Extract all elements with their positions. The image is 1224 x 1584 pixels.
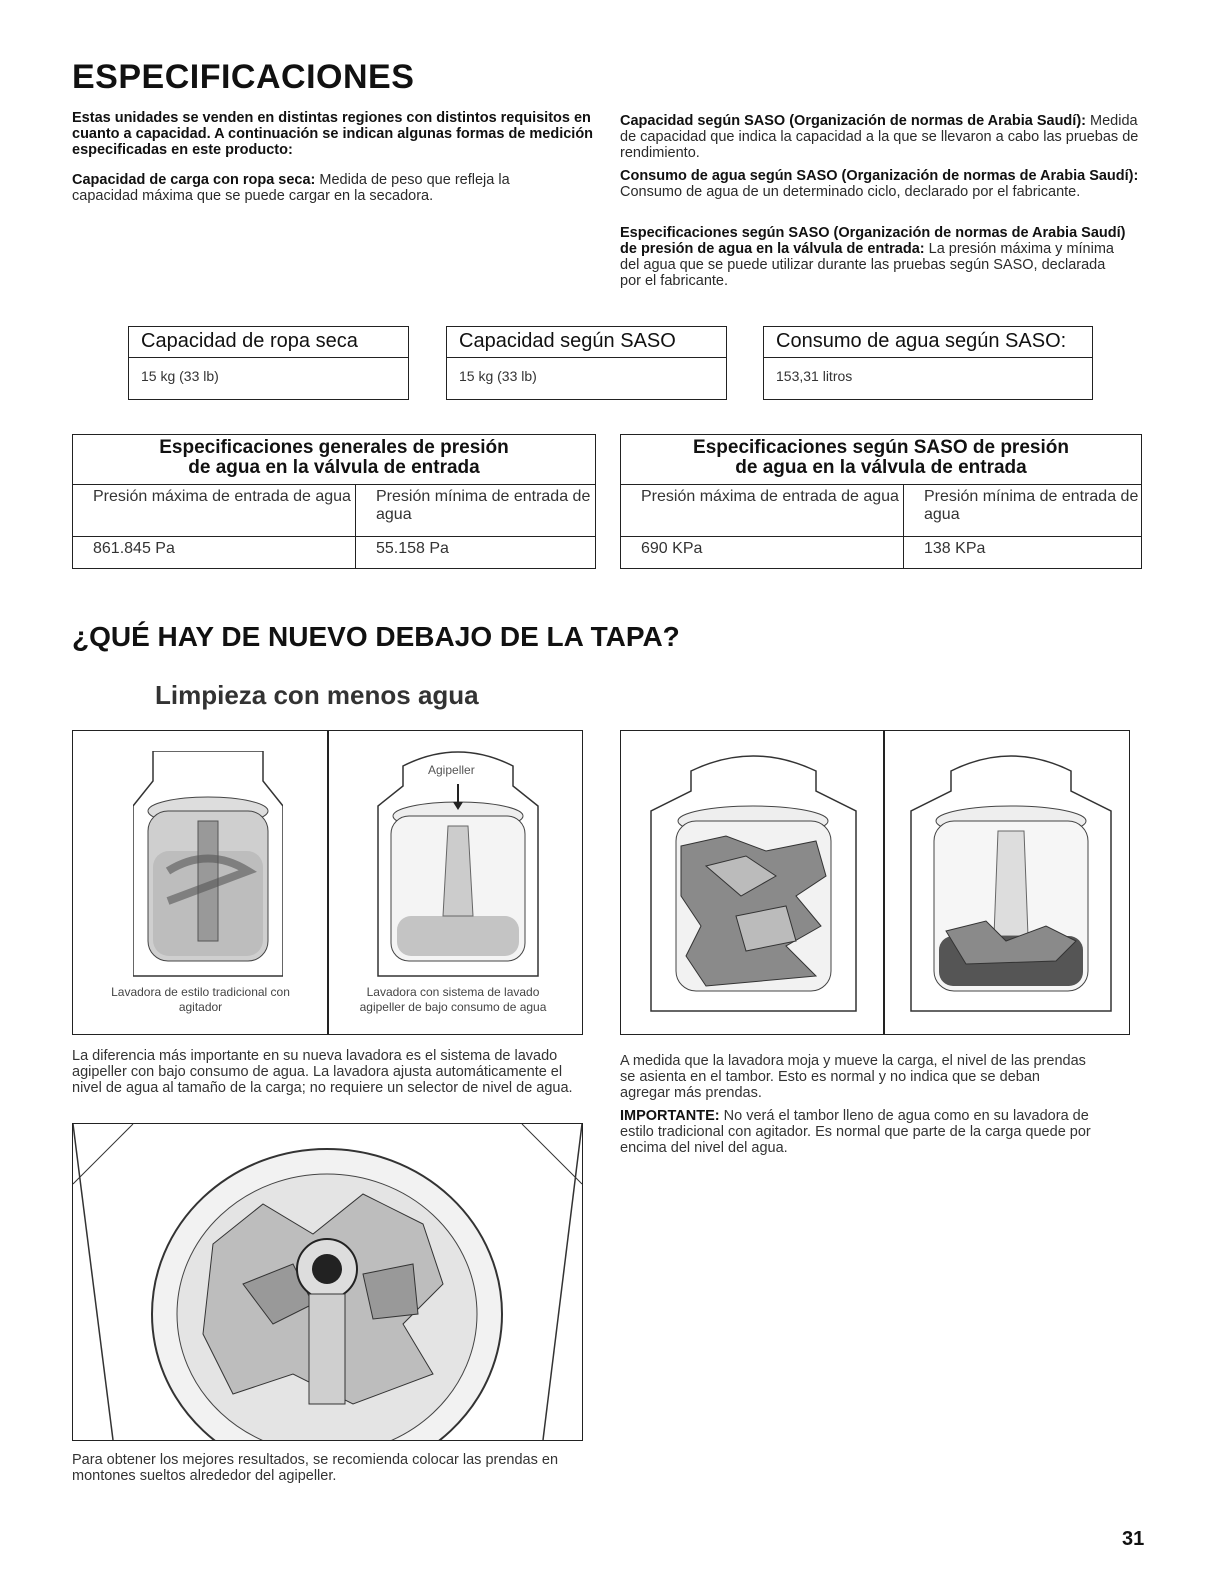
caption-traditional: Lavadora de estilo tradicional con agitador [111,985,290,1014]
pressure-table-header [621,435,1142,485]
caption-low-water: Lavadora con sistema de lavado agipeller de bajo consumo de agua [359,985,547,1014]
col-max-label: Presión máxima de entrada de agua [73,485,356,537]
spec-box-dry-capacity [128,326,409,400]
col-min-label: Presión mínima de entrada de agua [356,485,596,537]
washer-settled-load-illustration [906,746,1116,1016]
spec-box-header: Capacidad según SASO [447,327,726,358]
page-number: 31 [1122,1528,1145,1550]
def-dry-load-text: Medida de peso que refleja la capacidad máxima que se puede cargar en la secadora. [72,172,510,204]
def-saso-pressure-text: La presión máxima y mínima del agua que se puede utilizar durante las pruebas según SASO, declarada por el fabricante. [620,241,1114,289]
def-saso-water-term: Consumo de agua según SASO (Organización de normas de Arabia Saudí): [620,168,1139,184]
subsection-title: Limpieza con menos agua [155,680,479,710]
def-saso-capacity-term: Capacidad según SASO (Organización de normas de Arabia Saudí): [620,113,1086,129]
def-saso-water-text: Consumo de agua de un determinado ciclo, declarado por el fabricante. [620,184,1081,200]
intro-text: Estas unidades se venden en distintas regiones con distintos requisitos en cuanto a capacidad. A continuación se indican algunas formas de medición especificadas en este producto: [72,110,594,158]
important-text: No verá el tambor lleno de agua como en su lavadora de estilo tradicional con agitador. Es normal que parte de la carga quede por encima del nivel del agua. [620,1108,1091,1156]
spec-box-value: 15 kg (33 lb) [141,368,219,384]
page-title: ESPECIFICACIONES [72,58,415,96]
def-saso-water [620,168,1140,200]
important-term: IMPORTANTE: [620,1108,720,1124]
spec-box-saso-capacity [446,326,727,400]
washer-top-view-illustration [73,1124,582,1440]
para-agipeller-system: La diferencia más importante en su nueva lavadora es el sistema de lavado agipeller con bajo consumo de agua. La lavadora ajusta automáticamente el nivel de agua al tamaño de la carga; no requiere un selector de nivel de agua. [72,1048,573,1096]
traditional-washer-illustration [133,751,283,981]
def-saso-pressure-term: Especificaciones según SASO (Organización de normas de Arabia Saudí) de presión de agua en la válvula de entrada: [620,225,1126,257]
col-min-label: Presión mínima de entrada de agua [904,485,1142,537]
para-load-settling: A medida que la lavadora moja y mueve la carga, el nivel de las prendas se asienta en el tambor. Esto es normal y no indica que se deban agregar más prendas. [620,1053,1086,1101]
col-max-label: Presión máxima de entrada de agua [621,485,904,537]
panel-divider [883,731,885,1034]
spec-box-header: Capacidad de ropa seca [129,327,408,358]
val-max: 861.845 Pa [73,537,356,569]
para-loading-tip: Para obtener los mejores resultados, se recomienda colocar las prendas en montones sueltos alrededor del agipeller. [72,1452,559,1484]
header-line-2: de agua en la válvula de entrada [735,457,1027,478]
panel-divider [327,731,329,1034]
def-saso-capacity-text: Medida de capacidad que indica la capacidad a la que se llevaron a cabo las pruebas de rendimiento. [620,113,1139,161]
header-line-1: Especificaciones según SASO de presión [693,437,1069,458]
figure-panel-top-view [72,1123,583,1441]
def-saso-pressure [620,225,1130,289]
def-dry-load [72,172,572,204]
val-min: 55.158 Pa [356,537,596,569]
header-line-2: de agua en la válvula de entrada [188,457,480,478]
para-important [620,1108,1120,1156]
section-title: ¿QUÉ HAY DE NUEVO DEBAJO DE LA TAPA? [72,621,680,652]
pressure-table-header [73,435,596,485]
val-max: 690 KPa [621,537,904,569]
pressure-table-saso [620,434,1142,569]
pressure-table-general [72,434,596,569]
spec-box-saso-water [763,326,1093,400]
def-dry-load-term: Capacidad de carga con ropa seca: [72,172,316,188]
washer-full-load-illustration [646,746,861,1016]
agipeller-washer-illustration [373,746,543,981]
header-line-1: Especificaciones generales de presión [159,437,509,458]
spec-box-value: 15 kg (33 lb) [459,368,537,384]
def-saso-capacity [620,113,1150,161]
agipeller-label: Agipeller [425,763,478,777]
figure-panel-load-settling [620,730,1130,1035]
figure-panel-comparison [72,730,583,1035]
val-min: 138 KPa [904,537,1142,569]
spec-box-header: Consumo de agua según SASO: [764,327,1092,358]
spec-box-value: 153,31 litros [776,368,853,384]
